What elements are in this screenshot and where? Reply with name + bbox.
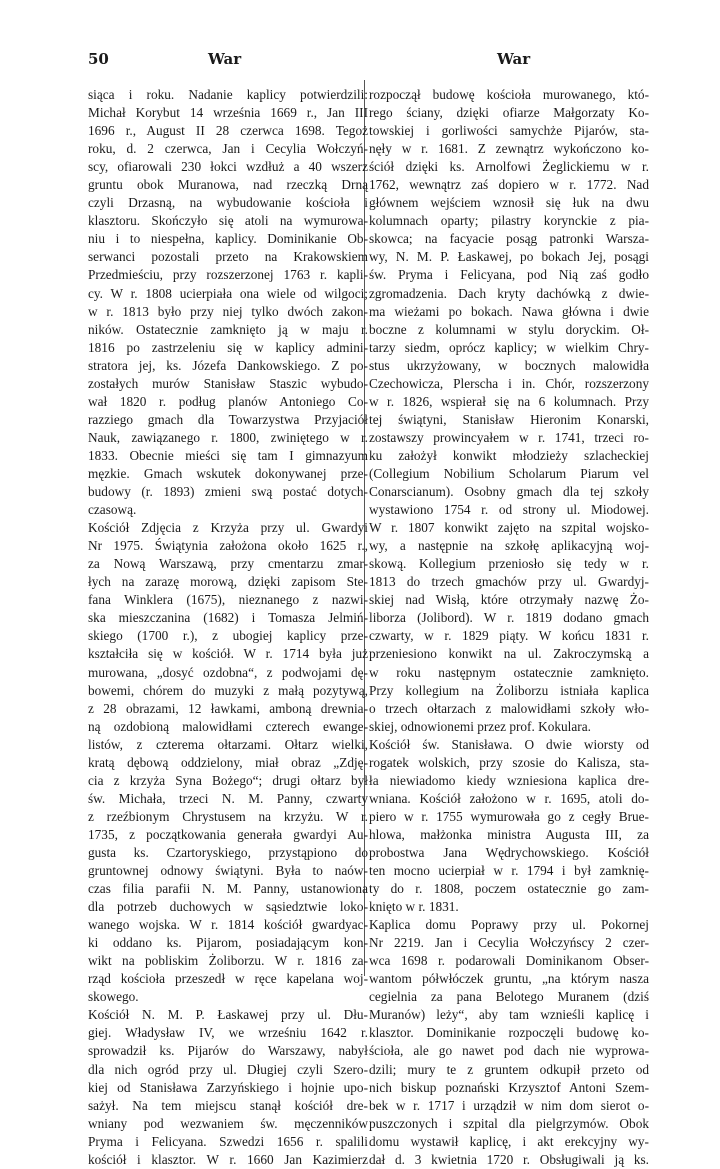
text-line: wanego wojska. W r. 1814 kościół gwardyac-	[88, 917, 368, 933]
text-line: ty do r. 1808, poczem ostatecznie go zam-	[369, 881, 649, 897]
text-line: skowego.	[88, 989, 139, 1005]
text-line: niu i to niespełna, kaplicy. Dominikanie Ob-	[88, 231, 368, 247]
text-line: Michał Korybut 14 września 1669 r., Jan III	[88, 105, 368, 121]
text-line: boczne z kolumnami w stylu doryckim. Oł-	[369, 321, 649, 337]
text-line: tej świątyni, Stanisław Hieronim Konarski,	[369, 411, 649, 427]
text-line: z 28 obrazami, 12 ławkami, amboną drewnia-	[88, 700, 368, 716]
text-line: fana Winklera (1675), nieznanego z nazwi-	[88, 592, 368, 608]
text-line: scy, ofiarowali 230 łokci wzdłuż a 40 wszerz	[88, 159, 368, 175]
text-line: dla potrzeb duchowych w sąsiedztwie loko-	[88, 899, 368, 915]
text-line: knięto w r. 1831.	[369, 899, 459, 915]
text-line: czyli Drzasną, na wybudowanie kościoła i	[88, 195, 368, 211]
text-line: razziego gmach dla Towarzystwa Przyjaciół	[88, 411, 368, 427]
text-line: 1813 do trzech gmachów przy ul. Gwardyj-	[369, 574, 649, 590]
text-line: giej. Władysław IV, we wrześniu 1642 r.	[88, 1025, 368, 1041]
text-line: skowca; na facyacie posąg patronki Warsza-	[369, 231, 649, 247]
text-line: gusta ks. Czartoryskiego, przystąpiono do	[88, 844, 368, 860]
text-line: głównem wejściem wznosił się łuk na dwu	[369, 195, 649, 211]
text-line: ska mieszczanina (1682) i Tomasza Jelmiń-	[88, 610, 368, 626]
text-line: wantom półwłóczek gruntu, „na którym nasza	[369, 971, 649, 987]
text-line: cy. W r. 1808 ucierpiała ona wiele od wilgoci;	[88, 285, 368, 301]
text-line: ła niewiadomo kiedy wzniesiona kaplica dre-	[369, 772, 649, 788]
text-line: wniana. Kościół założono w r. 1695, atoli do-	[369, 790, 649, 806]
text-line: hlowa, małżonka ministra Augusta III, za	[369, 826, 649, 842]
text-line: stus ukrzyżowany, w bocznych malowidła	[369, 357, 649, 373]
text-line: bek w r. 1717 i urządził w nim dom sierot o-	[369, 1097, 649, 1113]
text-line: w r. 1826, wspierał się na 6 kolumnach. Przy	[369, 393, 649, 409]
text-line: ną ozdobioną malowidłami czterech ewange-	[88, 718, 368, 734]
text-line: Nauk, zawiązanego r. 1800, zwiniętego w r.	[88, 429, 368, 445]
text-line: sprowadził ks. Pijarów do Warszawy, nabył	[88, 1043, 368, 1059]
text-line: skiego (1700 r.), z ubogiej kaplicy prze-	[88, 628, 368, 644]
text-line: roku, d. 2 czerwca, Jan i Cecylia Wołczyń-	[88, 141, 368, 157]
text-line: (Collegium Nobilium Scholarum Piarum vel	[369, 465, 649, 481]
text-line: wca 1698 r. podarowali Dominikanom Obser-	[369, 953, 649, 969]
text-line: budowy (r. 1893) zmieni swą postać dotych-	[88, 484, 368, 500]
text-line: Muranów) leży“, aby tam wznieśli kaplicę i	[369, 1007, 649, 1023]
text-line: puszczonych i szpital dla pielgrzymów. Obok	[369, 1115, 649, 1131]
text-line: skową. Kollegium przeniosło się tedy w r.	[369, 556, 649, 572]
text-line: 1762, wewnątrz zaś dopiero w r. 1772. Nad	[369, 177, 649, 193]
text-line: zostawszy prowincyałem w r. 1741, trzeci ro-	[369, 429, 649, 445]
text-line: Przy kollegium na Żoliborzu istniała kaplica	[369, 682, 649, 698]
text-line: Przedmieściu, przy rozszerzonej 1763 r. kapli-	[88, 267, 368, 283]
text-line: czas filia parafii N. M. Panny, ustanowiona	[88, 881, 368, 897]
text-line: wniany pod wezwaniem św. męczenników	[88, 1115, 368, 1131]
text-line: Kaplica domu Poprawy przy ul. Pokornej	[369, 917, 649, 933]
text-line: św. Michała, trzeci N. M. Panny, czwarty	[88, 790, 368, 806]
text-line: rozpoczął budowę kościoła murowanego, któ-	[369, 87, 649, 102]
text-line: zostałych murów Stanisław Staszic wybudo-	[88, 375, 368, 391]
text-line: czwarty, w r. 1829 piąty. W końcu 1831 r.	[369, 628, 649, 644]
text-line: o trzech ołtarzach z malowidłami szkoły wło-	[369, 700, 649, 716]
text-line: cia z krzyża Syna Bożego“; drugi ołtarz był	[88, 772, 368, 788]
text-line: tarzy siedm, oprócz kaplicy; w wielkim Chry-	[369, 339, 649, 355]
text-line: męzkie. Gmach wskutek dokonywanej prze-	[88, 465, 368, 481]
text-line: kształciła się w kościół. W r. 1714 była już	[88, 646, 368, 662]
text-line: ku założył konwikt młodzieży szlacheckiej	[369, 447, 649, 463]
text-line: 1833. Obecnie mieści się tam I gimnazyum	[88, 447, 368, 463]
text-line: kościół i klasztor. W r. 1660 Jan Kazimierz	[88, 1151, 368, 1167]
text-line: wy, N. M. P. Łaskawej, po bokach Jej, posągi	[369, 249, 649, 265]
text-line: czasową.	[88, 502, 137, 518]
text-line: ki oddano ks. Pijarom, posiadającym kon-	[88, 935, 368, 951]
text-line: wikt na pobliskim Żoliborzu. W r. 1816 za-	[88, 953, 368, 969]
text-line: skiej nad Wisłą, które otrzymały nazwę Żo-	[369, 592, 649, 608]
text-line: za Nową Warszawą, przy cmentarzu zmar-	[88, 556, 368, 572]
text-line: ników. Ostatecznie zamknięto ją w maju r.	[88, 321, 368, 337]
text-line: rego ściany, dzięki ofiarze Małgorzaty Ko-	[369, 105, 649, 121]
text-line: nęły w r. 1681. Z zewnątrz wykończono ko-	[369, 141, 649, 157]
text-line: gruntownej odnowy świątyni. Była to naów-	[88, 863, 368, 879]
text-line: siąca i roku. Nadanie kaplicy potwierdzili:	[88, 87, 368, 102]
text-line: św. Pryma i Felicyana, pod Nią zaś godło	[369, 267, 649, 283]
text-line: 1816 po zastrzeleniu się w kaplicy admini-	[88, 339, 368, 355]
text-line: stratora jej, ks. Józefa Dankowskiego. Z po-	[88, 357, 368, 373]
text-line: Kościół N. M. P. Łaskawej przy ul. Dłu-	[88, 1007, 368, 1023]
text-line: sażył. Na tem miejscu stanął kościół dre-	[88, 1097, 368, 1113]
text-line: ściół dzięki ks. Arnolfowi Żeglickiemu w r.	[369, 159, 649, 175]
text-line: W r. 1807 konwikt zajęto na szpital wojsko-	[369, 520, 649, 536]
text-line: domu wystawił kaplicę, i akt erekcyjny wy-	[369, 1133, 649, 1149]
text-line: cegielnia za pana Belotego Muranem (dziś	[369, 989, 649, 1005]
text-line: zgromadzenia. Dach kryty dachówką z dwie-	[369, 285, 649, 301]
text-line: dzili; mury te z gruntem odkupił przeto od	[369, 1061, 649, 1077]
text-line: wy, a następnie na szkołę aplikacyjną woj-	[369, 538, 649, 554]
text-line: probostwa Jana Wędrychowskiego. Kościół	[369, 844, 649, 860]
text-line: w roku następnym ostatecznie zamknięto.	[369, 664, 649, 680]
text-line: kiej od Stanisława Zarzyńskiego i hojnie upo-	[88, 1079, 368, 1095]
text-line: Czechowicza, Plerscha i in. Chór, rozszerzony	[369, 375, 649, 391]
text-line: skiej, odnowionemi przez prof. Kokulara.	[369, 718, 591, 734]
text-line: z rzeźbionym Chrystusem na krzyżu. W r.	[88, 808, 368, 824]
text-line: Pryma i Felicyana. Szwedzi 1656 r. spalili	[88, 1133, 368, 1149]
text-line: przeniesiono konwikt na ul. Zakroczymską a	[369, 646, 649, 662]
text-line: ten mocno ucierpiał w r. 1794 i był zamknię-	[369, 863, 649, 879]
running-head-right: War	[497, 50, 531, 68]
text-line: Nr 1975. Świątynia założona około 1625 r.,	[88, 538, 368, 554]
text-line: wystawiono 1754 r. od strony ul. Miodowej.	[369, 502, 649, 518]
text-line: dla nich ogród przy ul. Długiej czyli Szero-	[88, 1061, 368, 1077]
text-line: murowana, „dosyć ozdobna“, z podwojami dę-	[88, 664, 368, 680]
text-line: kratą dębową oddzielony, miał obraz „Zdję-	[88, 754, 368, 770]
left-column	[88, 86, 368, 1169]
text-line: bowemi, chórem do muzyki z małą pozytywą,	[88, 682, 368, 698]
text-line: Nr 2219. Jan i Cecylia Wołczyńscy 2 czer-	[369, 935, 649, 951]
text-line: wał 1820 r. podług planów Antoniego Co-	[88, 393, 368, 409]
text-line: towskiej i gorliwości samychże Pijarów, sta-	[369, 123, 649, 139]
text-line: Kościół św. Stanisława. O dwie wiorsty od	[369, 736, 649, 752]
text-line: ma wieżami po bokach. Nawa główna i dwie	[369, 303, 649, 319]
text-line: serwanci pozostali przeto na Krakowskiem	[88, 249, 368, 265]
text-line: Conarscianum). Osobny gmach dla tej szkoły	[369, 484, 649, 500]
text-line: listów, z czterema ołtarzami. Ołtarz wielki,	[88, 736, 368, 752]
text-line: klasztor. Dominikanie rozpoczęli budowę ko-	[369, 1025, 649, 1041]
running-head-left: War	[208, 50, 242, 68]
text-line: 1735, z początkowania generała gwardyi Au-	[88, 826, 368, 842]
text-line: ścioła, ale go nawet pod dach nie wyprowa-	[369, 1043, 649, 1059]
text-line: klasztoru. Skończyło się atoli na wymurowa-	[88, 213, 368, 229]
text-line: rogatek wolskich, przy szosie do Kalisza, sta-	[369, 754, 649, 770]
text-line: Kościół Zdjęcia z Krzyża przy ul. Gwardyi	[88, 520, 368, 536]
text-line: dał d. 3 kwietnia 1720 r. Obsługiwali ją ks.	[369, 1151, 649, 1167]
page-number: 50	[88, 50, 109, 68]
text-line: rząd kościoła przeszedł w ręce kapelana woj-	[88, 971, 368, 987]
text-line: piero w r. 1755 wymurowała go z cegły Brue-	[369, 808, 649, 824]
text-line: liborza (Jolibord). W r. 1819 dodano gmach	[369, 610, 649, 626]
text-line: łych na zarazę morową, dzięki zapisom Ste-	[88, 574, 368, 590]
text-line: gruntu obok Muranowa, nad rzeczką Drną	[88, 177, 368, 193]
text-line: 1696 r., August II 28 czerwca 1698. Tegoż	[88, 123, 368, 139]
text-line: kolumnach oparty; pilastry korynckie z pia-	[369, 213, 649, 229]
text-line: nich biskup poznański Krzysztof Antoni Szem-	[369, 1079, 649, 1095]
text-line: w r. 1813 było przy niej tylko dwóch zakon-	[88, 303, 368, 319]
right-column	[369, 86, 649, 1169]
